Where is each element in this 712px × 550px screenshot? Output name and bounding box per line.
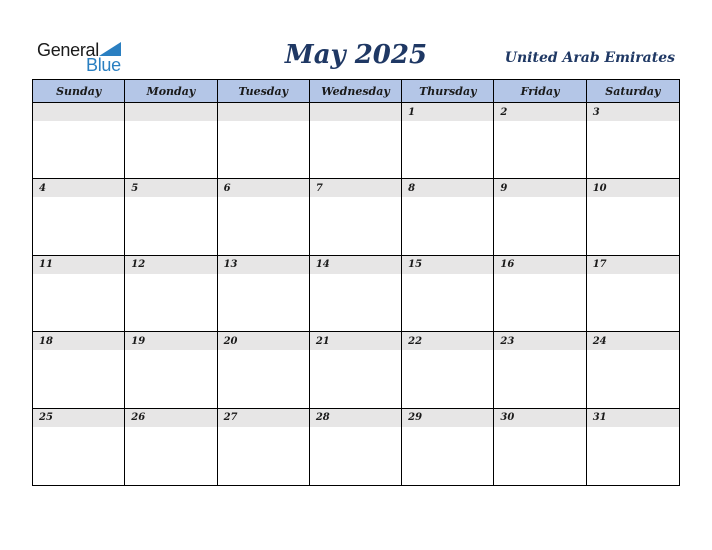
day-number: 24 xyxy=(587,332,679,350)
day-cell xyxy=(587,103,679,179)
day-cell xyxy=(33,332,125,408)
day-number: 6 xyxy=(218,179,309,197)
day-cell xyxy=(33,179,125,255)
month-title: May 2025 xyxy=(284,40,428,70)
day-number: 12 xyxy=(125,256,216,274)
weekday-header-monday: Monday xyxy=(125,80,217,103)
day-cell xyxy=(218,103,310,179)
day-cell xyxy=(33,409,125,485)
weekday-header-tuesday: Tuesday xyxy=(218,80,310,103)
weekday-header-thursday: Thursday xyxy=(402,80,494,103)
day-cell xyxy=(33,256,125,332)
day-cell xyxy=(587,409,679,485)
day-number: 3 xyxy=(587,103,679,121)
day-number: 16 xyxy=(494,256,585,274)
day-cell xyxy=(402,103,494,179)
day-number: 23 xyxy=(494,332,585,350)
day-number xyxy=(125,103,216,121)
day-number: 14 xyxy=(310,256,401,274)
day-number: 29 xyxy=(402,409,493,427)
weekday-header-friday: Friday xyxy=(494,80,586,103)
day-number: 8 xyxy=(402,179,493,197)
day-cell xyxy=(125,332,217,408)
day-cell xyxy=(218,409,310,485)
day-cell xyxy=(125,103,217,179)
day-number: 27 xyxy=(218,409,309,427)
day-cell xyxy=(310,179,402,255)
day-cell xyxy=(587,256,679,332)
logo-text-general: General xyxy=(37,40,99,60)
day-cell xyxy=(125,179,217,255)
weekday-header-wednesday: Wednesday xyxy=(310,80,402,103)
day-number xyxy=(33,103,124,121)
day-number: 9 xyxy=(494,179,585,197)
day-cell xyxy=(125,256,217,332)
day-number: 20 xyxy=(218,332,309,350)
day-cell xyxy=(494,332,586,408)
day-number: 18 xyxy=(33,332,124,350)
day-cell xyxy=(218,256,310,332)
day-cell xyxy=(402,332,494,408)
calendar-grid xyxy=(32,79,680,486)
day-number: 10 xyxy=(587,179,679,197)
day-number: 4 xyxy=(33,179,124,197)
day-cell xyxy=(310,332,402,408)
weekday-header-sunday: Sunday xyxy=(33,80,125,103)
day-number: 22 xyxy=(402,332,493,350)
day-cell xyxy=(310,256,402,332)
day-number: 21 xyxy=(310,332,401,350)
day-number: 17 xyxy=(587,256,679,274)
day-number: 2 xyxy=(494,103,585,121)
weekday-header-saturday: Saturday xyxy=(587,80,679,103)
day-number: 31 xyxy=(587,409,679,427)
day-cell xyxy=(125,409,217,485)
day-cell xyxy=(587,179,679,255)
day-cell xyxy=(494,409,586,485)
day-number: 5 xyxy=(125,179,216,197)
day-cell xyxy=(402,409,494,485)
day-cell xyxy=(218,179,310,255)
day-cell xyxy=(218,332,310,408)
day-cell xyxy=(494,103,586,179)
day-cell xyxy=(310,103,402,179)
logo-text-blue: Blue xyxy=(86,55,121,75)
country-name: United Arab Emirates xyxy=(504,50,675,66)
day-number: 15 xyxy=(402,256,493,274)
day-cell xyxy=(33,103,125,179)
day-number: 28 xyxy=(310,409,401,427)
day-cell xyxy=(587,332,679,408)
day-number: 26 xyxy=(125,409,216,427)
day-cell xyxy=(310,409,402,485)
day-number: 7 xyxy=(310,179,401,197)
day-number xyxy=(310,103,401,121)
day-cell xyxy=(402,256,494,332)
day-number: 19 xyxy=(125,332,216,350)
day-number: 13 xyxy=(218,256,309,274)
day-number: 1 xyxy=(402,103,493,121)
day-number: 25 xyxy=(33,409,124,427)
day-number: 11 xyxy=(33,256,124,274)
day-cell xyxy=(402,179,494,255)
day-number xyxy=(218,103,309,121)
day-cell xyxy=(494,179,586,255)
day-number: 30 xyxy=(494,409,585,427)
day-cell xyxy=(494,256,586,332)
